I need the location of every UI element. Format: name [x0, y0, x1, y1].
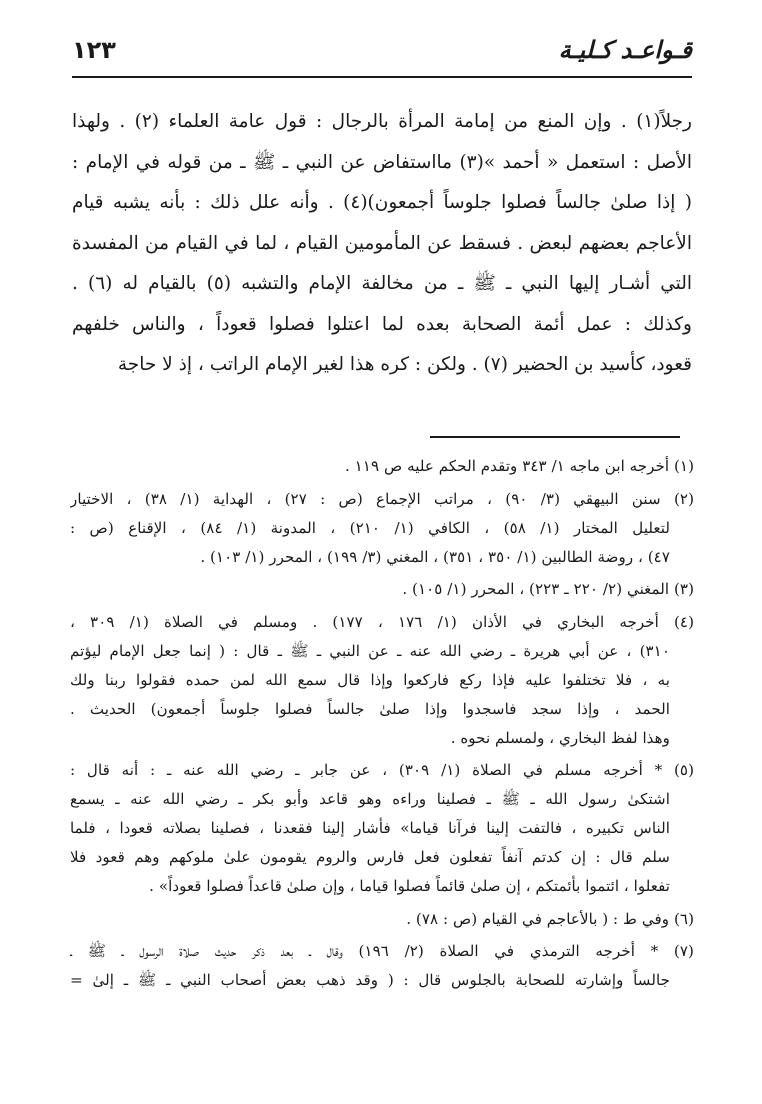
footnote-line: تفعلوا ، ائتموا بأئمتكم ، إن صلىٰ قائماً فصلوا قياما ، وإن صلىٰ قاعداً فصلوا قعوداً» .: [149, 877, 670, 895]
footnote-line: به ، فلا تختلفوا عليه فإذا ركع فاركعوا وإذا قال سمع الله لمن حمده فقولوا ربنا ولك: [70, 670, 670, 689]
footnote-1: [70, 452, 694, 481]
footnote-line: (٤) أخرجه البخاري في الأذان (١/ ١٧٦ ، ١٧٧) . ومسلم في الصلاة (١/ ٣٠٩ ،: [70, 612, 694, 631]
footnote-line: (٢) سنن البيهقي (٣/ ٩٠) ، مراتب الإجماع (ص : ٢٧) ، الهداية (١/ ٣٨) ، الاختيار: [70, 489, 694, 508]
main-text-line: رجلاً(١) . وإن المنع من إمامة المرأة بالرجال : قول عامة العلماء (٢) . ولهذا: [72, 111, 692, 132]
footnotes: [70, 452, 694, 999]
footnote-line: سلم قال : إن كدتم آنفاً تفعلون فعل فارس والروم يقومون علىٰ ملوكهم وهم قعود فلا: [70, 848, 670, 866]
footnote-line: ٣١٠) ، عن أبي هريرة ـ رضي الله عنه ـ عن النبي ـ ﷺ ـ قال : ( إنما جعل الإمام ليؤتم: [70, 641, 670, 660]
page-number: ١٢٣: [72, 36, 116, 64]
footnote-7: [70, 937, 694, 995]
footnote-line: (٦) وفي ط : ( بالأعاجم في القيام (ص : ٧٨) .: [406, 909, 694, 928]
footnote-line: اشتكىٰ رسول الله ـ ﷺ ـ فصلينا وراءه وهو قاعد وأبو بكر ـ رضي الله عنه ـ يسمع: [70, 790, 670, 808]
running-header: [72, 34, 692, 74]
main-text-line: قعود، كأسيد بن الحضير (٧) . ولكن : كره هذا لغير الإمام الراتب ، إذ لا حاجة: [117, 354, 692, 375]
footnote-separator: [430, 436, 680, 438]
footnote-line: وهذا لفظ البخاري ، ولمسلم نحوه .: [450, 728, 670, 747]
footnote-line: لتعليل المختار (١/ ٥٨) ، الكافي (١/ ٢١٠) ، المدونة (١/ ٨٤) ، الإقناع (ص :: [70, 518, 670, 537]
running-header-title: قـواعـد كـليـة: [558, 36, 692, 64]
main-text-line: الأعاجم بعضهم لبعض . فسقط عن المأمومين القيام ، لما في القيام من المفسدة: [72, 232, 692, 254]
footnote-line: جالساً وإشارته للصحابة بالجلوس قال : ( وقد ذهب بعض أصحاب النبي ـ ﷺ ـ إلىٰ =: [70, 971, 670, 989]
main-text: [72, 102, 692, 386]
footnote-line: الناس تكبيره ، فالتفت إلينا فرآنا قياما» فأشار إلينا فقعدنا ، فصلينا بصلاته قعودا ، فلما: [70, 819, 670, 837]
footnote-4: [70, 608, 694, 753]
header-rule: [72, 76, 692, 78]
footnote-line: (٥) * أخرجه مسلم في الصلاة (١/ ٣٠٩) ، عن جابر ـ رضي الله عنه ـ : أنه قال :: [70, 761, 694, 779]
main-text-line: ( إذا صلىٰ جالساً فصلوا جلوساً أجمعون)(٤) . وأنه علل ذلك : بأنه يشبه قيام: [72, 192, 692, 213]
footnote-5: [70, 756, 694, 901]
footnote-line: (٧) * أخرجه الترمذي في الصلاة (٢/ ١٩٦) وقال ـ بعد ذكر حديث صلاة الرسول ـ ﷺ ـ: [70, 942, 694, 960]
footnote-line: ٤٧) ، روضة الطالبين (١/ ٣٥٠ ، ٣٥١) ، المغني (٣/ ١٩٩) ، المحرر (١/ ١٠٣) .: [200, 547, 670, 566]
main-text-line: وكذلك : عمل أئمة الصحابة بعده لما اعتلوا فصلوا قعوداً ، والناس خلفهم: [72, 313, 692, 335]
main-text-line: التي أشـار إليها النبي ـ ﷺ ـ من مخالفة الإمام والتشبه (٥) بالقيام له (٦) .: [72, 273, 692, 294]
footnote-2: [70, 485, 694, 572]
main-text-line: الأصل : استعمل « أحمد »(٣) مااستفاض عن النبي ـ ﷺ ـ من قوله في الإمام :: [72, 151, 692, 173]
footnote-line: (٣) المغني (٢/ ٢٢٠ ـ ٢٢٣) ، المحرر (١/ ١٠٥) .: [402, 580, 694, 598]
footnote-6: [70, 905, 694, 934]
footnote-line: الحمد ، وإذا سجد فاسجدوا وإذا صلىٰ جالساً فصلوا جلوساً أجمعون) الحديث .: [70, 699, 670, 718]
footnote-line: (١) أخرجه ابن ماجه ١/ ٣٤٣ وتقدم الحكم عليه ص ١١٩ .: [344, 457, 694, 475]
footnote-3: [70, 575, 694, 604]
